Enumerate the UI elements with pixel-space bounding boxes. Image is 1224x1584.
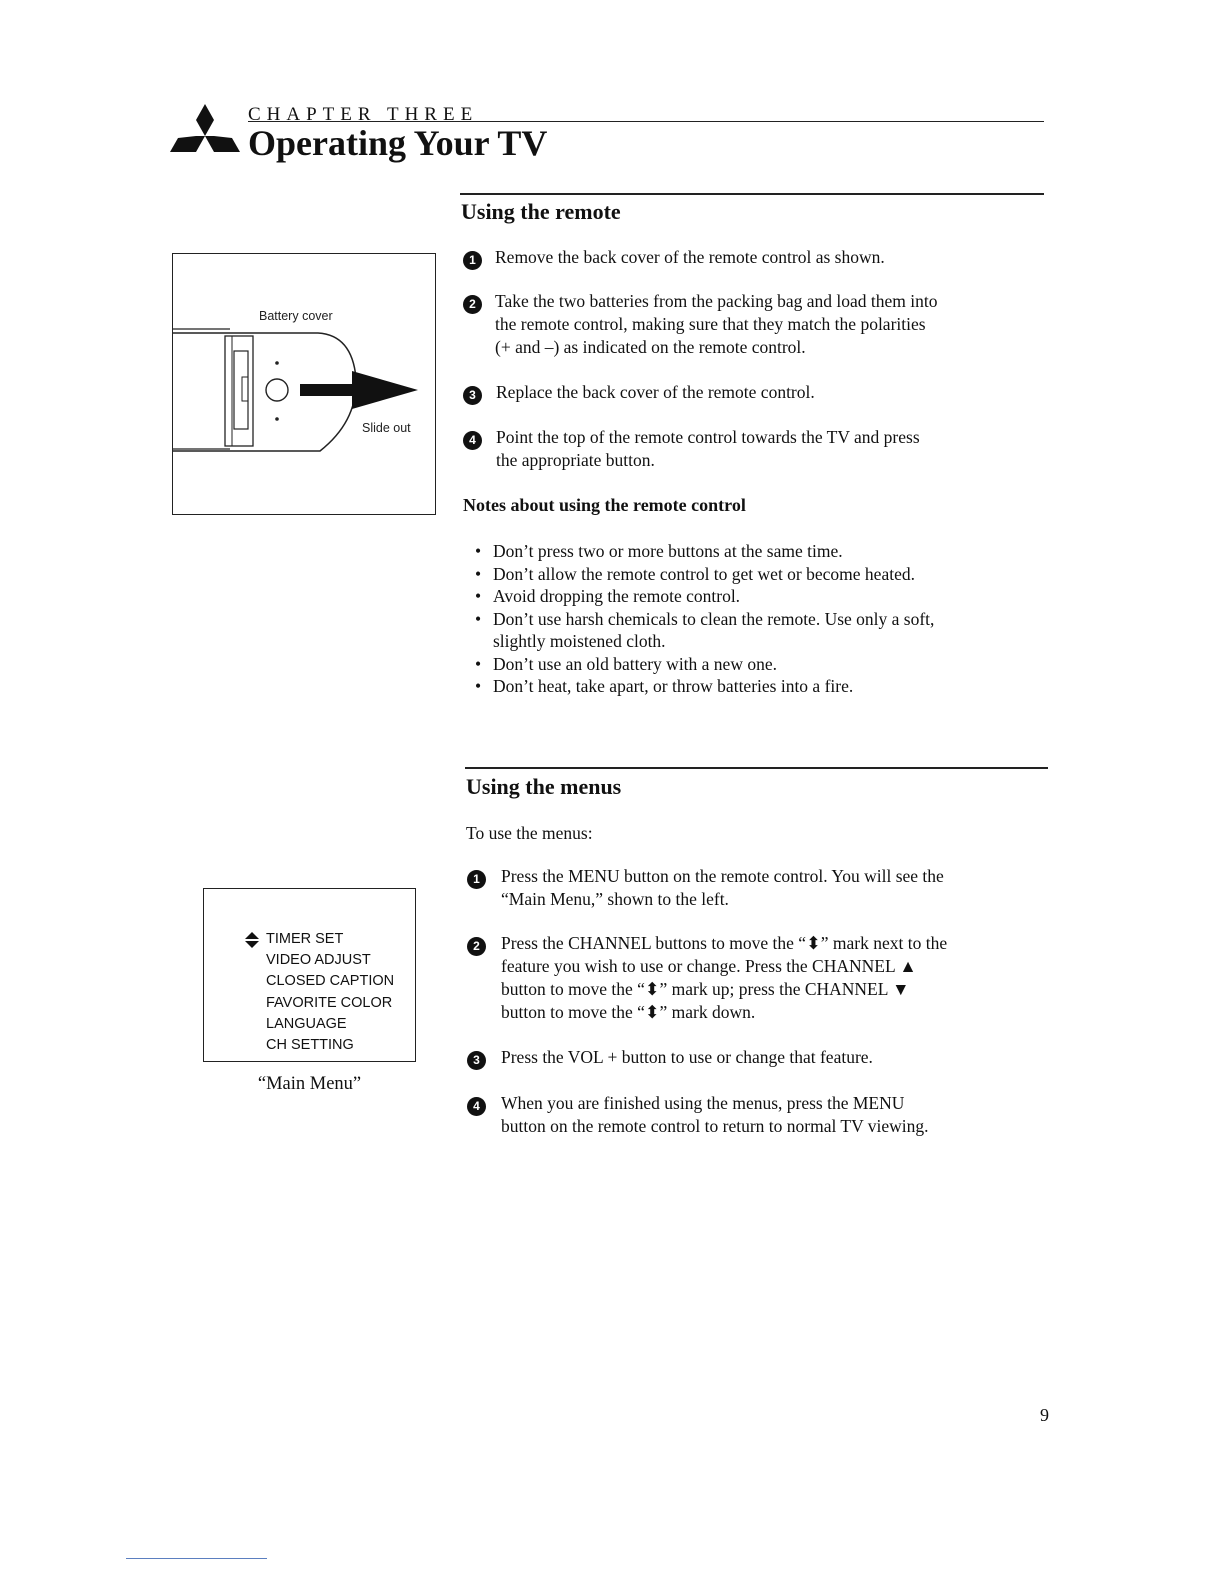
step-number-badge: 4 bbox=[467, 1097, 486, 1116]
button-circle bbox=[266, 379, 288, 401]
step-number-badge: 3 bbox=[463, 386, 482, 405]
remote-step-3: Replace the back cover of the remote control. bbox=[496, 382, 815, 402]
notes-title: Notes about using the remote control bbox=[463, 495, 746, 515]
menu-item-video-adjust: VIDEO ADJUST bbox=[266, 952, 371, 969]
list-item: • Don’t heat, take apart, or throw batteries into a fire. bbox=[475, 676, 854, 696]
list-item: • Don’t use harsh chemicals to clean the remote. Use only a soft, bbox=[475, 608, 935, 629]
step-number-badge: 2 bbox=[463, 295, 482, 314]
menus-step-3: Press the VOL + button to use or change that feature. bbox=[501, 1047, 873, 1067]
menu-item-timer-set: TIMER SET bbox=[266, 931, 344, 947]
menus-intro: To use the menus: bbox=[466, 823, 593, 843]
slide-arrow-icon bbox=[352, 371, 418, 409]
menus-section-rule bbox=[465, 767, 1048, 769]
main-menu-caption: “Main Menu” bbox=[257, 1074, 362, 1094]
remote-step-1: Remove the back cover of the remote control as shown. bbox=[495, 247, 885, 267]
main-menu-list bbox=[266, 929, 394, 1056]
list-item: slightly moistened cloth. bbox=[493, 631, 666, 651]
remote-control-diagram bbox=[172, 253, 436, 515]
chapter-title: Operating Your TV bbox=[248, 123, 548, 163]
slide-out-label: Slide out bbox=[362, 421, 411, 435]
remote-step-2: Take the two batteries from the packing bag and load them into the remote control, making sure that they match the polarities (+ and –) as indicated on the remote control. bbox=[495, 291, 938, 357]
step-number-badge: 1 bbox=[463, 251, 482, 270]
menus-step-4: When you are finished using the menus, press the MENU button on the remote control to return to normal TV viewing. bbox=[501, 1093, 929, 1136]
main-menu-figure bbox=[203, 888, 416, 1062]
list-item: • Don’t press two or more buttons at the same time. bbox=[475, 541, 843, 561]
battery-cover-label: Battery cover bbox=[259, 309, 333, 323]
step-number-badge: 2 bbox=[467, 937, 486, 956]
list-item: • Don’t use an old battery with a new one. bbox=[475, 653, 777, 674]
list-item: • Avoid dropping the remote control. bbox=[475, 586, 741, 606]
notes-list bbox=[471, 540, 934, 698]
remote-section-title: Using the remote bbox=[461, 199, 621, 224]
step-number-badge: 3 bbox=[467, 1051, 486, 1070]
remote-section-rule bbox=[460, 193, 1044, 195]
menu-item-favorite-color: FAVORITE COLOR bbox=[266, 994, 393, 1011]
menu-item-closed-caption: CLOSED CAPTION bbox=[266, 973, 395, 990]
list-item: • Don’t allow the remote control to get wet or become heated. bbox=[475, 563, 915, 584]
remote-step-4: Point the top of the remote control towards the TV and press the appropriate button. bbox=[496, 427, 920, 470]
menu-item-ch-setting: CH SETTING bbox=[266, 1037, 354, 1054]
battery-cover-figure bbox=[172, 253, 436, 515]
step-number-badge: 1 bbox=[467, 870, 486, 889]
menus-section-title: Using the menus bbox=[466, 774, 622, 799]
menus-step-2: Press the CHANNEL buttons to move the “⬍” mark next to the feature you wish to use or change. Press the CHANNEL ▲ button to move the “⬍” mark up; press the CHANNEL ▼ button to move the “⬍” mark down. bbox=[501, 933, 948, 1022]
page-number: 9 bbox=[1040, 1405, 1049, 1425]
up-down-marker-icon bbox=[244, 932, 260, 948]
mitsubishi-logo-icon bbox=[170, 104, 240, 166]
menu-item-language: LANGUAGE bbox=[266, 1015, 347, 1032]
menus-step-1: Press the MENU button on the remote control. You will see the “Main Menu,” shown to the left. bbox=[501, 866, 944, 909]
bottom-rule bbox=[126, 1558, 267, 1559]
step-number-badge: 4 bbox=[463, 431, 482, 450]
chapter-label: CHAPTER THREE bbox=[248, 104, 479, 125]
